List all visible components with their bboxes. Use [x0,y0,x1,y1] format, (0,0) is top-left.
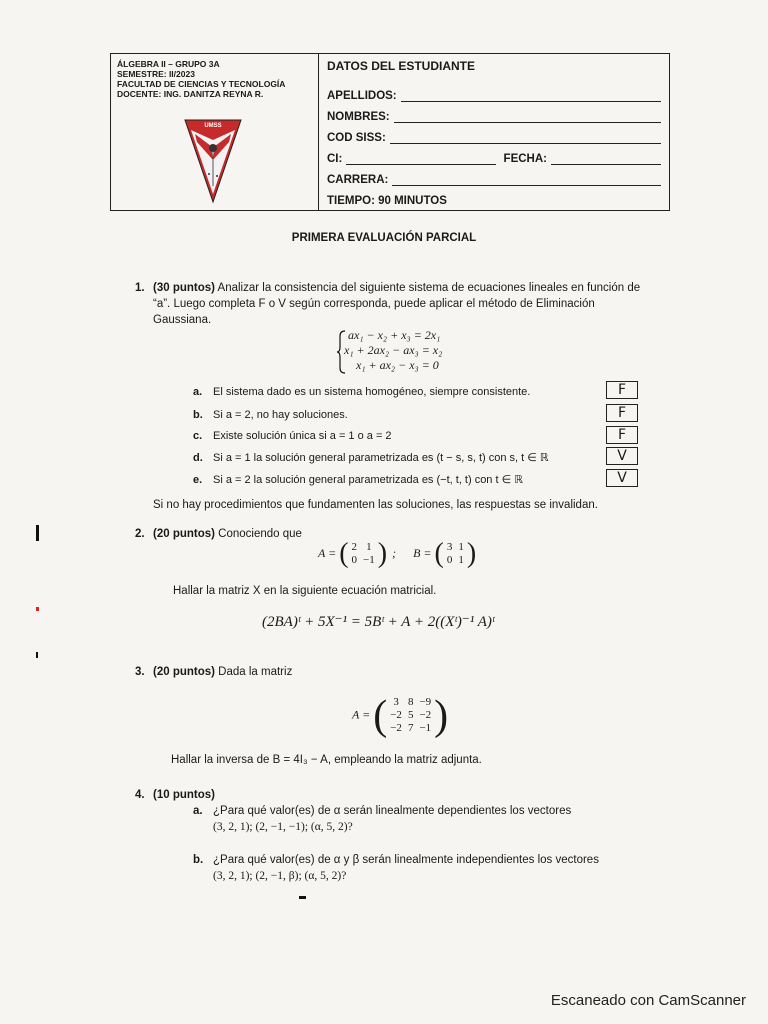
question-1-number: 1. [135,282,145,294]
q2-matrix-b-label: B = [413,545,432,560]
ci-fecha-field[interactable] [327,144,661,165]
scan-mark [36,525,39,541]
cod-siss-field[interactable] [327,123,661,144]
q2-matrix-a-label: A = [318,545,337,560]
course-name: ÁLGEBRA II – GRUPO 3A [117,59,220,69]
q1-answer-box-c[interactable]: F [606,426,638,444]
tiempo: TIEMPO: 90 MINUTOS [327,195,447,207]
question-3 [135,664,653,680]
nombres-label: NOMBRES: [327,111,390,123]
system-equation-1: ax₁ − x₂ + x₃ = 2x₁ [348,328,441,342]
q3-matrix-label: A = [352,707,371,722]
q1-answer-box-b[interactable]: F [606,404,638,422]
q2-instruction: Hallar la matriz X en la siguiente ecuación matricial. [173,585,437,597]
q2-matrices [318,540,476,568]
question-2-number: 2. [135,528,145,540]
cod-siss-line[interactable] [390,131,661,144]
question-4-points: (10 puntos) [153,789,215,801]
fecha-label: FECHA: [503,153,547,165]
question-4-number: 4. [135,789,145,801]
q4-part-b: b. ¿Para qué valor(es) de α y β serán linealmente independientes los vectores (3, 2, 1); (2, −1, β); (α, 5, 2)? [193,854,599,882]
apellidos-label: APELLIDOS: [327,90,397,102]
system-equation-3: x₁ + ax₂ − x₃ = 0 [356,358,439,372]
q1-answer-box-e[interactable]: V [606,469,638,487]
carrera-label: CARRERA: [327,174,389,186]
q2-matrix-equation: (2BA)ᵗ + 5X⁻¹ = 5Bᵗ + A + 2((Xᵗ)⁻¹ A)ᵗ [262,614,495,630]
q2-matrix-a: ( 2 1 0 −1 ) [339,538,388,569]
q1-item-c: c. Existe solución única si a = 1 o a = 2 [193,430,392,442]
header-box [110,53,670,211]
q3-instruction: Hallar la inversa de B = 4I₃ − A, empleando la matriz adjunta. [171,754,482,766]
apellidos-field[interactable] [327,81,661,102]
cod-siss-label: COD SISS: [327,132,386,144]
nombres-field[interactable] [327,102,661,123]
q4-part-a: a. ¿Para qué valor(es) de α serán linealmente dependientes los vectores (3, 2, 1); (2, −1, −1); (α, 5, 2)? [193,805,572,833]
procedure-note: Si no hay procedimientos que fundamenten las soluciones, las respuestas se invalidan. [153,499,598,511]
teacher: DOCENTE: ING. DANITZA REYNA R. [117,89,264,99]
scan-mark-red [36,607,39,611]
question-1 [135,280,653,328]
q1-answer-box-a[interactable]: F [606,381,638,399]
question-2-text: Conociendo que [214,528,302,540]
scan-mark [36,652,38,658]
question-3-number: 3. [135,666,145,678]
faculty: FACULTAD DE CIENCIAS Y TECNOLOGÍA [117,79,286,89]
course-info [111,54,319,210]
ci-line[interactable] [346,152,495,165]
fecha-line[interactable] [551,152,661,165]
student-data-title: DATOS DEL ESTUDIANTE [327,59,476,73]
q3-matrix [352,692,449,739]
q2-separator: ; [392,545,397,560]
exam-title: PRIMERA EVALUACIÓN PARCIAL [291,232,477,244]
camscanner-watermark: Escaneado con CamScanner [550,992,746,1009]
question-4 [135,787,653,803]
university-crest-icon [183,116,243,204]
question-1-points: (30 puntos) [153,282,215,294]
q1-item-a: a. El sistema dado es un sistema homogéneo, siempre consistente. [193,386,531,398]
nombres-line[interactable] [394,110,661,123]
system-equation-2: x₁ + 2ax₂ − ax₃ = x₂ [344,343,443,357]
question-1-text: Analizar la consistencia del siguiente sistema de ecuaciones lineales en función de “a”. Luego completa F o V según corresponda, puede aplicar el método de Eliminación Gaussiana. [153,282,641,326]
semester: SEMESTRE: II/2023 [117,69,195,79]
q1-item-d: d. Si a = 1 la solución general parametrizada es (t − s, s, t) con s, t ∈ ℝ [193,452,549,464]
student-data [319,54,669,210]
crest-text: UMSS [204,123,222,129]
question-2-points: (20 puntos) [153,528,215,540]
q3-matrix-a: ( 3 8 −9 −2 5 −2 −2 7 −1 ) [373,692,449,739]
question-3-points: (20 puntos) [153,666,215,678]
q1-item-b: b. Si a = 2, no hay soluciones. [193,409,348,421]
q2-matrix-b: ( 3 1 0 1 ) [434,538,477,569]
question-3-text: Dada la matriz [214,666,293,678]
q1-answer-box-d[interactable]: V [606,447,638,465]
carrera-field[interactable] [327,165,661,186]
ci-label: CI: [327,153,343,165]
scan-mark [299,896,306,899]
q1-item-e: e. Si a = 2 la solución general parametrizada es (−t, t, t) con t ∈ ℝ [193,474,523,486]
carrera-line[interactable] [392,173,661,186]
apellidos-line[interactable] [401,89,661,102]
